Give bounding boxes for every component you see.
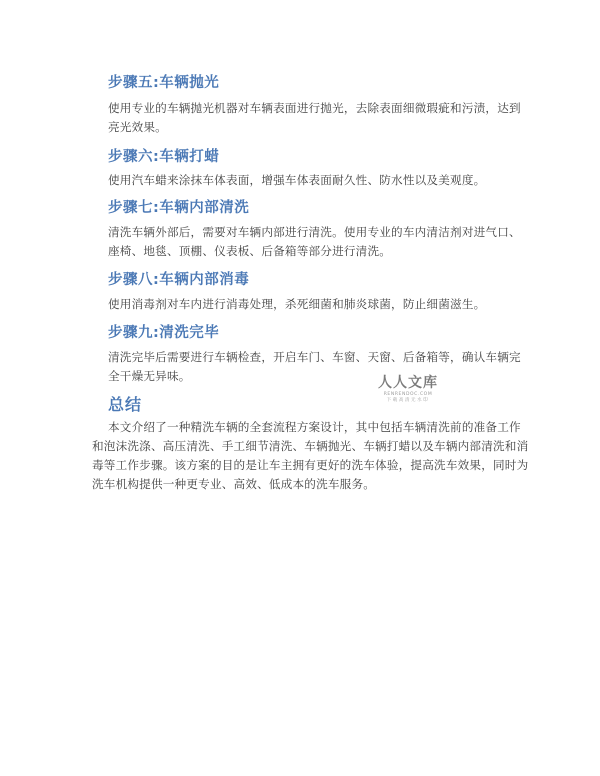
step-7-heading: 步骤七:车辆内部清洗 (108, 200, 250, 216)
step-8-heading: 步骤八:车辆内部消毒 (108, 272, 250, 288)
step-5-heading: 步骤五:车辆抛光 (108, 75, 220, 91)
step-6-text: 使用汽车蜡来涂抹车体表面，增强车体表面耐久性、防水性以及美观度。 (108, 173, 486, 187)
watermark-logo (378, 372, 438, 403)
summary-text: 本文介绍了一种精洗车辆的全套流程方案设计，其中包括车辆清洗前的准备工作和泡沫洗涤、高压清洗、手工细节清洗、车辆抛光、车辆打蜡以及车辆内部清洗和消毒等工作步骤。该方案的目的是让车主拥有更好的洗车体验，提高洗车效果，同时为洗车机构提供一种更专业、高效、低成本的洗车服务。 (92, 420, 529, 491)
step-8-text: 使用消毒剂对车内进行消毒处理，杀死细菌和肺炎球菌，防止细菌滋生。 (108, 297, 486, 311)
step-9-text: 清洗完毕后需要进行车辆检查，开启车门、车窗、天窗、后备箱等，确认车辆完全干燥无异味。 (108, 350, 521, 383)
step-6-heading: 步骤六:车辆打蜡 (108, 149, 220, 165)
step-7-text: 清洗车辆外部后，需要对车辆内部进行清洗。使用专业的车内清洁剂对进气口、座椅、地毯、顶棚、仪表板、后备箱等部分进行清洗。 (108, 225, 521, 258)
watermark-subtitle: 下载高清无水印 (386, 398, 430, 403)
summary-heading: 总结 (108, 395, 143, 414)
watermark-url: RENRENDOC.COM (383, 392, 433, 397)
step-9-heading: 步骤九:清洗完毕 (108, 325, 220, 341)
step-5-text: 使用专业的车辆抛光机器对车辆表面进行抛光，去除表面细微瑕疵和污渍，达到亮光效果。 (108, 101, 521, 134)
watermark-title: 人人文库 (378, 375, 438, 391)
